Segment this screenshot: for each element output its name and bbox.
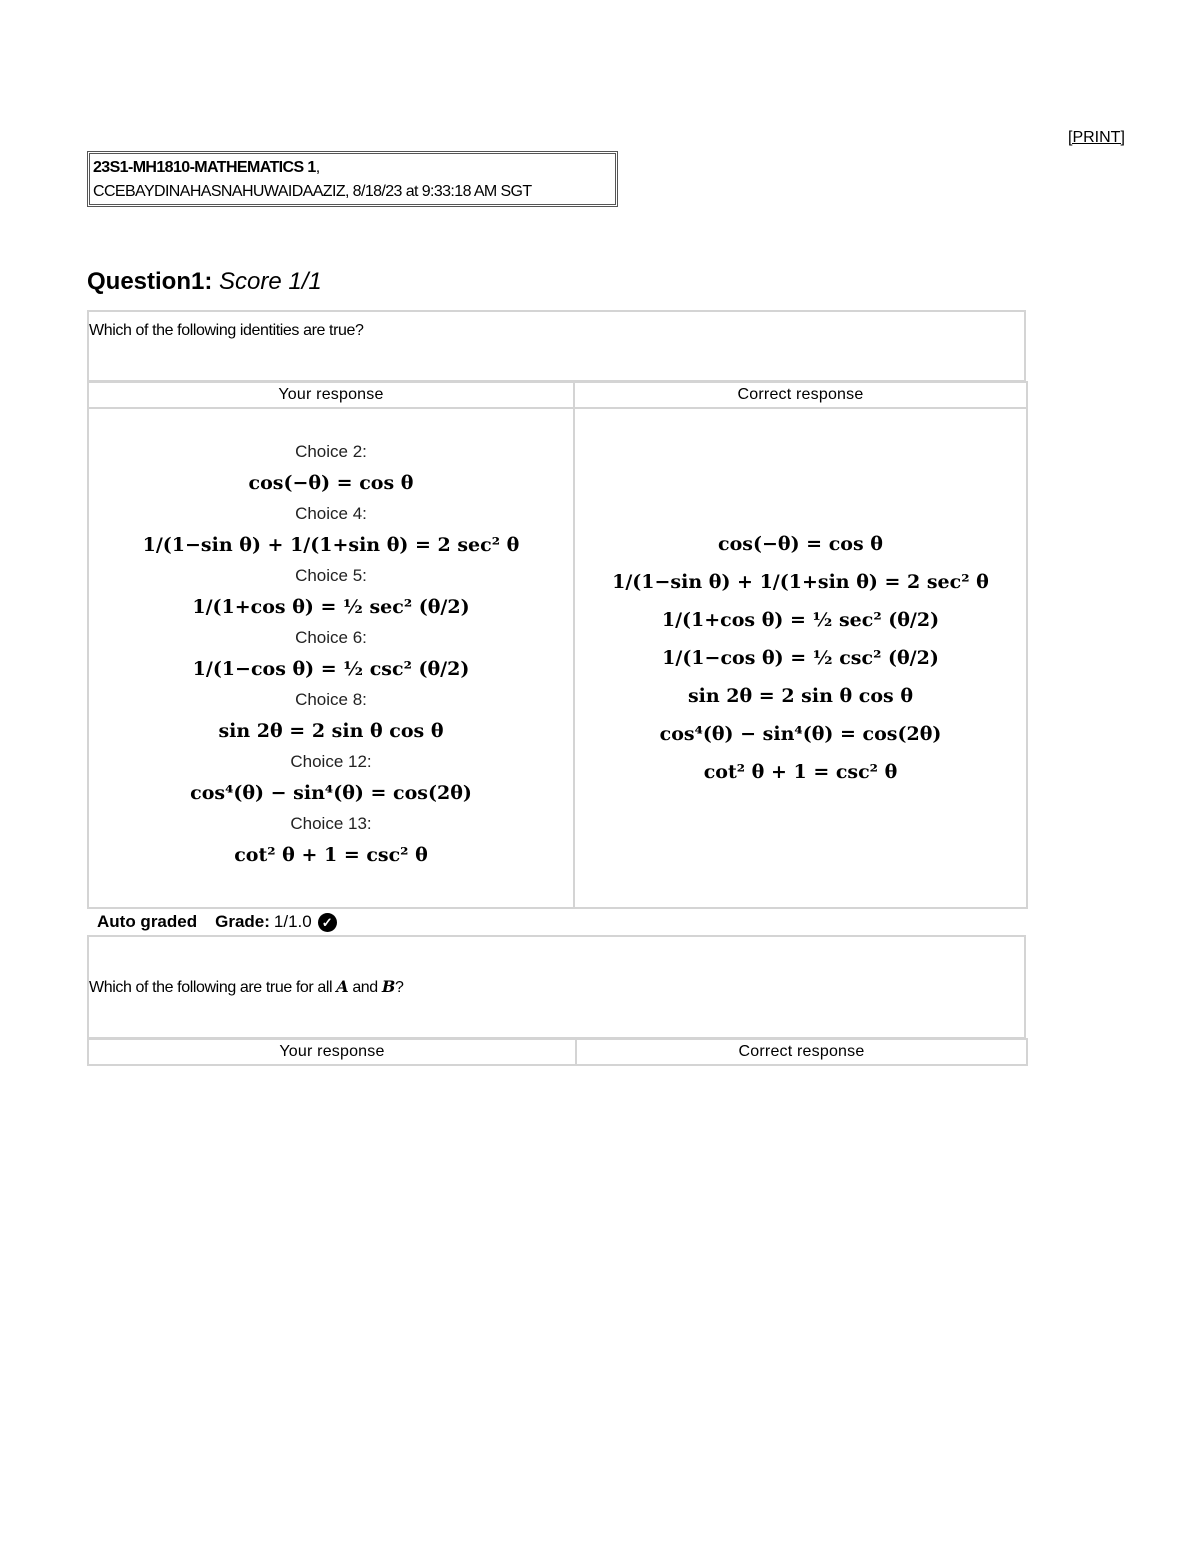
correct-formula: sin 2θ = 2 sin θ cos θ	[687, 685, 914, 707]
variable-b: B	[381, 977, 395, 996]
choice-label: Choice 8:	[295, 690, 367, 709]
grade-label: Grade:	[215, 912, 270, 931]
quiz-header	[87, 151, 618, 207]
your-response-header: Your response	[88, 1039, 576, 1065]
choice-formula: 1/(1+cos θ) = ½ sec² (θ/2)	[192, 596, 470, 618]
question-1-response-table	[87, 381, 1028, 909]
question-2-prompt	[89, 977, 403, 997]
question-label: Question1:	[87, 268, 213, 295]
choice-item	[89, 503, 573, 565]
question-1-title	[87, 268, 322, 296]
question-2-response-table	[87, 1038, 1028, 1066]
correct-formula: 1/(1−cos θ) = ½ csc² (θ/2)	[662, 647, 939, 669]
prompt-prefix: Which of the following are true for all	[89, 979, 333, 996]
choice-formula: 1/(1−cos θ) = ½ csc² (θ/2)	[192, 658, 470, 680]
choice-formula: 1/(1−sin θ) + 1/(1+sin θ) = 2 sec² θ	[142, 534, 520, 556]
prompt-conjunction: and	[352, 979, 378, 996]
question-2-prompt-box	[87, 935, 1026, 1039]
choice-formula: cos⁴(θ) − sin⁴(θ) = cos(2θ)	[190, 782, 472, 804]
auto-graded-label: Auto graded	[97, 912, 198, 931]
choice-formula: sin 2θ = 2 sin θ cos θ	[218, 720, 444, 742]
course-separator: ,	[315, 159, 320, 176]
variable-a: A	[336, 977, 349, 996]
prompt-suffix: ?	[394, 979, 404, 996]
choice-item	[89, 813, 573, 875]
correct-formula: cos⁴(θ) − sin⁴(θ) = cos(2θ)	[659, 723, 942, 745]
grade-line	[97, 912, 337, 932]
choice-formula: cos(−θ) = cos θ	[248, 472, 414, 494]
course-title: 23S1-MH1810-MATHEMATICS 1	[93, 159, 316, 176]
student-info: CCEBAYDINAHASNAHUWAIDAAZIZ, 8/18/23 at 9:33:18 AM SGT	[93, 183, 532, 200]
choice-label: Choice 4:	[295, 504, 367, 523]
correct-formula: cot² θ + 1 = csc² θ	[703, 761, 898, 783]
choice-label: Choice 12:	[290, 752, 372, 771]
question-1-prompt: Which of the following identities are true?	[89, 322, 364, 339]
choice-item	[89, 689, 573, 751]
choice-label: Choice 5:	[295, 566, 367, 585]
check-circle-icon: ✓	[318, 913, 337, 932]
choice-label: Choice 13:	[290, 814, 372, 833]
choice-item	[89, 441, 573, 503]
choice-item	[89, 751, 573, 813]
question-1-prompt-box	[87, 310, 1026, 382]
choice-item	[89, 565, 573, 627]
choice-label: Choice 2:	[295, 442, 367, 461]
correct-response-cell	[574, 408, 1027, 908]
correct-formula: cos(−θ) = cos θ	[718, 533, 883, 555]
correct-response-header: Correct response	[574, 382, 1027, 408]
grade-value: 1/1.0	[273, 912, 312, 931]
choice-label: Choice 6:	[295, 628, 367, 647]
choice-item	[89, 627, 573, 689]
correct-formula: 1/(1+cos θ) = ½ sec² (θ/2)	[661, 609, 940, 631]
print-link[interactable]: [PRINT]	[1068, 129, 1125, 146]
choice-formula: cot² θ + 1 = csc² θ	[234, 844, 428, 866]
your-response-header: Your response	[88, 382, 574, 408]
question-score: Score 1/1	[219, 268, 322, 295]
your-response-cell	[88, 408, 574, 908]
correct-response-header: Correct response	[576, 1039, 1027, 1065]
correct-formula: 1/(1−sin θ) + 1/(1+sin θ) = 2 sec² θ	[612, 571, 989, 593]
